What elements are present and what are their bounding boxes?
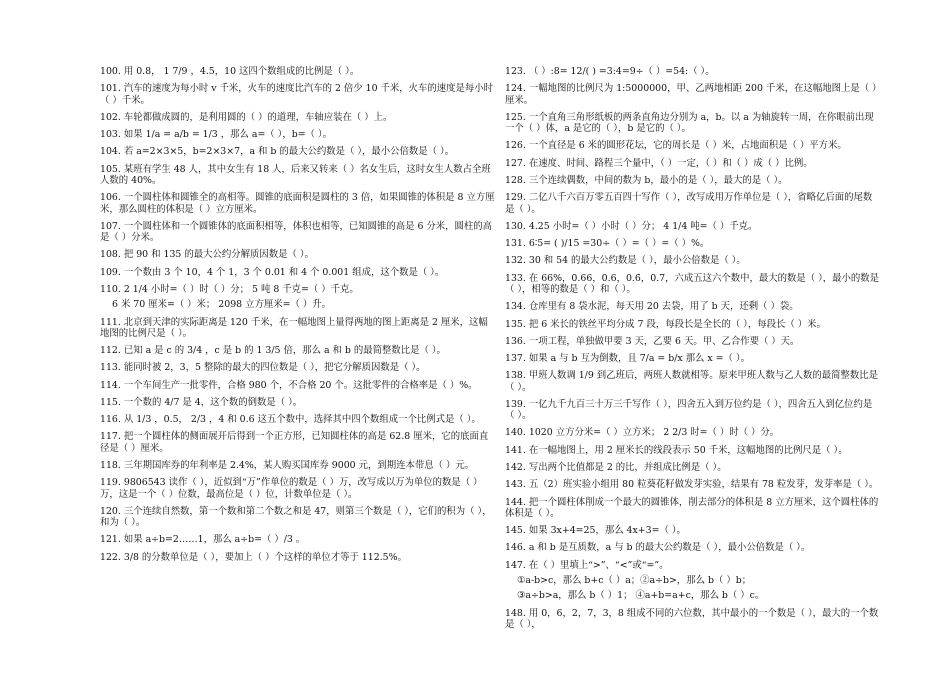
question-131: 131. 6∶5= ( )/15 =30÷（ ）=（ ）=（ ）%。 <box>505 238 710 250</box>
question-127: 127. 在速度、时间、路程三个量中，（ ）一定，（ ）和（ ）成（ ）比例。 <box>505 157 813 169</box>
question-143: 143. 五（2）班实验小组用 80 粒葵花籽做发芽实验，结果有 78 粒发芽，发芽率是（ ）。 <box>505 479 879 491</box>
question-108: 108. 把 90 和 135 的最大公约分解质因数是（ ）。 <box>100 249 314 261</box>
question-103: 103. 如果 1/a = a/b = 1/3 ，那么 a=（ ），b=（ ）。 <box>100 129 332 141</box>
question-133: 133. 在 66%，0.66，0.6，0.6̇，0.7，六成五这六个数中，最大的数是（ ），最小的数是（ ），相等的数是（ ）和（ ）。 <box>505 272 880 295</box>
question-110: 110. 2 1/4 小时=（ ）时（ ）分； 5 吨 8 千克=（ ）千克。 <box>100 283 359 295</box>
question-104: 104. 若 a=2×3×5，b=2×3×7，a 和 b 的最大公约数是（ ），最小公倍数是（ ）。 <box>100 146 455 158</box>
question-112: 112. 已知 a 是 c 的 3/4 ，c 是 b 的 1 3/5 倍，那么 a 和 b 的最简整数比是（ ）。 <box>100 345 446 357</box>
question-125: 125. 一个直角三角形纸板的两条直角边分别为 a，b。以 a 为轴旋转一周，在你眼前出现一个（ ）体，a 是它的（ ），b 是它的（ ）。 <box>505 111 874 135</box>
question-138: 138. 甲班人数调 1/9 到乙班后，两班人数就相等。原来甲班人数与乙人数的最简整数比是（ ）。 <box>505 370 879 393</box>
question-124: 124. 一幅地图的比例尺为 1:5000000，甲、乙两地相距 200 千米，在这幅地图上是（ ）厘米。 <box>505 83 877 106</box>
question-117: 117. 把一个圆柱体的侧面展开后得到一个正方形，已知圆柱体的高是 62.8 厘米，它的底面直径是（ ）厘米。 <box>100 431 489 454</box>
question-137: 137. 如果 a 与 b 互为倒数，且 7/a = b/x 那么 x =（ ）。 <box>505 353 750 365</box>
question-107: 107. 一个圆柱体和一个圆锥体的底面积相等，体积也相等，已知圆锥的高是 6 分米，圆柱的高是（ ）分米。 <box>100 220 493 244</box>
question-110-continued: 6 米 70 厘米=（ ）米； 2098 立方厘米=（ ）升。 <box>112 299 331 311</box>
question-146: 146. a 和 b 是互质数，a 与 b 的最大公约数是（ ），最小公倍数是（ ）。 <box>505 542 811 554</box>
question-128: 128. 三个连续偶数，中间的数为 b，最小的是（ ），最大的是（ ）。 <box>505 174 788 186</box>
question-136: 136. 一项工程，单独做甲要 3 天，乙要 6 天。甲、乙合作要（ ）天。 <box>505 335 800 347</box>
question-142: 142. 写出两个比值都是 2 的比，并组成比例是（ ）。 <box>505 462 727 474</box>
question-139: 139. 一亿九千九百三十万三千写作（ ），四舍五入到万位约是（ ），四舍五入到亿位约是（ ）。 <box>505 398 873 422</box>
question-116: 116. 从 1/3 ，0.5， 2/3 ，4 和 0.6 这五个数中，选择其中四个数组成一个比例式是（ ）。 <box>100 414 481 426</box>
question-101: 101. 汽车的速度为每小时 v 千米，火车的速度比汽车的 2 倍少 10 千米，火车的速度是每小时（ ）千米。 <box>100 83 494 106</box>
right-question-column <box>505 66 880 630</box>
question-111: 111. 北京到天津的实际距离是 120 千米，在一幅地图上量得两地的图上距离是 2 厘米，这幅地图的比例尺是（ ）。 <box>100 316 488 339</box>
question-120: 120. 三个连续自然数，第一个数和第二个数之和是 47，则第三个数是（ ），它们的积为（ ），和为（ ）。 <box>100 505 492 529</box>
question-121: 121. 如果 a÷b=2……1，那么 a÷b=（ ）/3 。 <box>100 534 306 546</box>
question-126: 126. 一个直径是 6 米的圆形花坛，它的周长是（ ）米，占地面积是（ ）平方米。 <box>505 140 847 152</box>
question-118: 118. 三年期国库券的年利率是 2.4%，某人购买国库券 9000 元，到期连本带息（ ）元。 <box>100 460 475 472</box>
question-130: 130. 4.25 小时=（ ）小时（ ）分； 4 1/4 吨=（ ）千克。 <box>505 220 758 232</box>
question-132: 132. 30 和 54 的最大公约数是（ ），最小公倍数是（ ）。 <box>505 255 746 267</box>
question-119: 119. 9806543 读作（ ），近似到“万”作单位的数是（ ）万，改写成以万为单位的数是（ ）万，这是一个（ ）位数，最高位是（ ）位，计数单位是（ ）。 <box>100 477 483 500</box>
question-106: 106. 一个圆柱体和圆锥全的高相等。圆锥的底面积是圆柱的 3 倍，如果圆锥的体积是 8 立方厘米，那么圆柱的体积是（ ）立方厘米。 <box>100 192 495 215</box>
question-100: 100. 用 0.8， 1 7/9 ，4.5，10 这四个数组成的比例是（ ）。 <box>100 66 360 77</box>
question-141: 141. 在一幅地图上，用 2 厘米长的线段表示 50 千米，这幅地图的比例尺是（ ）。 <box>505 444 848 456</box>
question-147: 147. 在（ ）里填上“>”、“<”或“=”。 <box>505 559 669 571</box>
question-113: 113. 能同时被 2，3，5 整除的最大的四位数是（ ），把它分解质因数是（ ）。 <box>100 362 426 374</box>
question-115: 115. 一个数的 4/7 是 4，这个数的倒数是（ ）。 <box>100 396 303 408</box>
question-148: 148. 用 0，6，2，7，3，8 组成不同的六位数，其中最小的一个数是（ ），最大的一个数是（ ）， <box>505 607 879 630</box>
question-134: 134. 仓库里有 8 袋水泥，每天用 20 去袋，用了 b 天，还剩（ ）袋。 <box>505 301 799 313</box>
question-109: 109. 一个数由 3 个 10，4 个 1，3 个 0.01 和 4 个 0.001 组成，这个数是（ ）。 <box>100 266 445 278</box>
question-105: 105. 某班有学生 48 人，其中女生有 18 人，后来又转来（ ）名女生后，这时女生人数占全班人数的 40%。 <box>100 163 491 186</box>
question-147-part-1: ①a-b>c，那么 b+c（ ）a；②a÷b>，那么 b（ ）b； <box>517 575 752 586</box>
question-144: 144. 把一个圆柱体削成一个最大的圆锥体，削去部分的体积是 8 立方厘米，这个圆柱体的体积是（ ）。 <box>505 496 879 519</box>
question-145: 145. 如果 3x+4=25，那么 4x+3=（ ）。 <box>505 525 686 537</box>
question-114: 114. 一个车间生产一批零件，合格 980 个，不合格 20 个。这批零件的合格率是（ ）%。 <box>100 379 478 391</box>
question-102: 102. 车轮都做成圆的，是利用圆的（ ）的道理，车轴应装在（ ）上。 <box>100 111 393 123</box>
question-129: 129. 二亿八千六百万零五百四十写作（ ），改写成用万作单位是（ ），省略亿后面的尾数是（ ）。 <box>505 192 873 215</box>
question-140: 140. 1020 立方分米=（ ）立方米； 2 2/3 时=（ ）时（ ）分。 <box>505 427 780 439</box>
question-123: 123. （ ）:8= 12/( ) =3:4=9÷（ ）=54:（ ）。 <box>505 66 715 77</box>
question-147-part-2: ③a÷b>a，那么 b（ ）1； ④a+b=a+c，那么 b（ ）c。 <box>517 590 765 602</box>
question-135: 135. 把 6 米长的铁丝平均分成 7 段，每段长是全长的（ ），每段长（ ）米。 <box>505 318 826 330</box>
question-122: 122. 3/8 的分数单位是（ ），要加上（ ）个这样的单位才等于 112.5%。 <box>100 551 407 563</box>
left-question-column <box>100 66 495 563</box>
